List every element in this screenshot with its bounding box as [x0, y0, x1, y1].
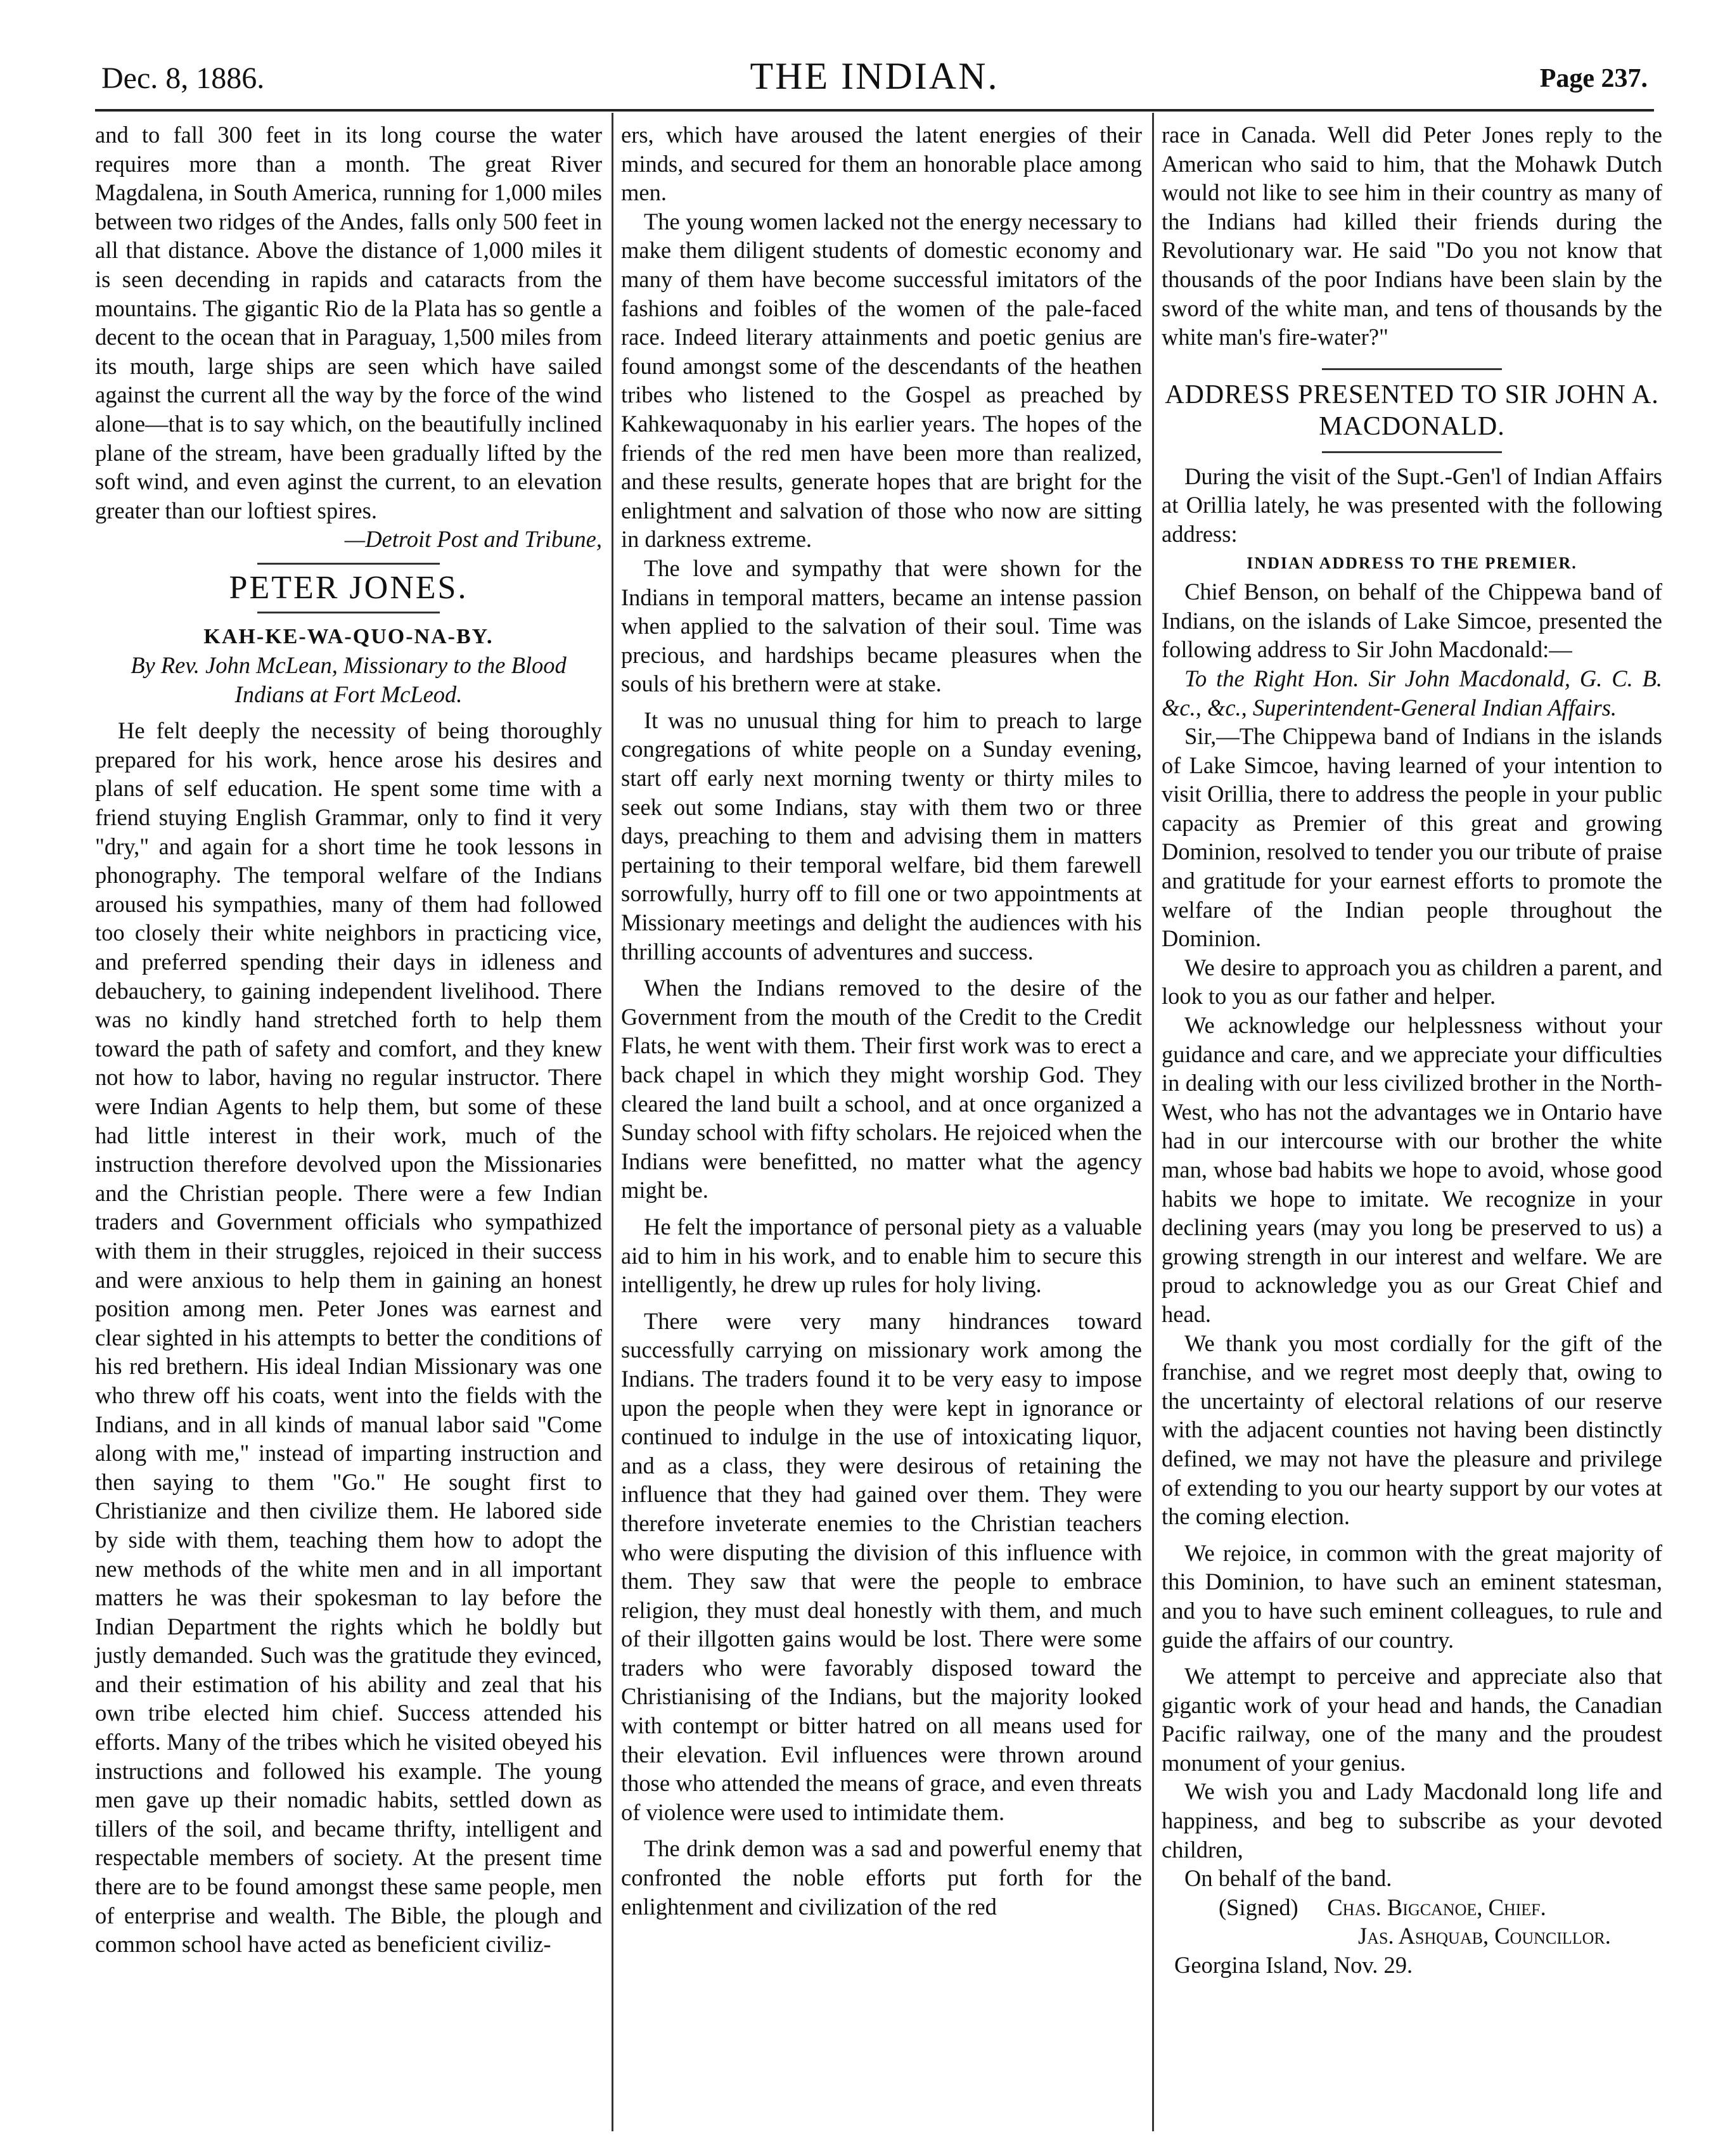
- address-paragraph: We wish you and Lady Macdonald long life and happiness, and beg to subscribe as your devoted children,: [1162, 1778, 1662, 1863]
- article-paragraph: The young women lacked not the energy necessary to make them diligent students of domestic economy and many of them have become successful imitators of the fashions and foibles of the women of the pale-faced race. Indeed literary attainments and poetic genius are found amongst some of the descendants of the heathen tribes who listened to the Gospel as preached by Kahkewaquonaby in his earlier years. The hopes of the friends of the red men have been more than realized, and these results, generate hopes that are bright for the enlightment and salvation of those who now are sitting in darkness extreme.: [621, 208, 1142, 553]
- address-paragraph: We acknowledge our helplessness without your guidance and care, and we appreciate your difficulties in dealing with our less civilized brother in the North-West, who has not the advantages we in Ontario have had in our intercourse with our brother the white man, whose bad habits we hope to avoid, whose good habits we hope to imitate. We recognize in your declining years (may you long be preserved to us) a growing strength in our interest and welfare. We are proud to acknowledge you as our Great Chief and head.: [1162, 1012, 1662, 1327]
- address-heading: ADDRESS PRESENTED TO SIR JOHN A. MACDONALD.: [1165, 380, 1659, 441]
- address-paragraph: We rejoice, in common with the great majority of this Dominion, to have such an eminent statesman, and you to have such eminent colleagues, to rule and guide the affairs of our country.: [1162, 1539, 1662, 1653]
- article-byline: By Rev. John McLean, Missionary to the Blood Indians at Fort McLeod.: [131, 652, 567, 707]
- issue-date: Dec. 8, 1886.: [101, 61, 265, 95]
- rivers-paragraph: and to fall 300 feet in its long course the water requires more than a month. The great River Magdalena, in South America, running for 1,000 miles between two ridges of the Andes, falls only 500 feet in all that distance. Above the distance of 1,000 miles it is seen decending in rapids and cataracts from the mountains. The gigantic Rio de la Plata has so gentle a decent to the ocean that in Paraguay, 1,500 miles from its mouth, large ships are seen which have sailed against the current all the way by the force of the wind alone—that is to say which, on the beautifully inclined plane of the stream, have been gradually lifted by the soft wind, and even aginst the current, to an elevation greater than our loftiest spires.: [95, 122, 602, 523]
- section-rule: [257, 563, 440, 565]
- article-heading: PETER JONES.: [229, 569, 468, 606]
- column-divider-1: [612, 113, 613, 2131]
- address-place-date: Georgina Island, Nov. 29.: [1174, 1952, 1413, 1979]
- header-rule: [95, 109, 1654, 112]
- column-1: [95, 120, 602, 1959]
- address-paragraph: We thank you most cordially for the gift of the franchise, and we regret most deeply that, owing to the uncertainty of electoral relations of our reserve with the adjacent counties not having been distinctly defined, we may not have the pleasure and privilege of extending to you our hearty support by our votes at the coming election.: [1162, 1330, 1662, 1530]
- address-subheading: INDIAN ADDRESS TO THE PREMIER.: [1247, 553, 1577, 572]
- signature-line-1: [1162, 1893, 1662, 1922]
- address-paragraph: Sir,—The Chippewa band of Indians in the islands of Lake Simcoe, having learned of your intention to visit Orillia, there to address the people in your public capacity as Premier of this great and growing Dominion, resolved to tender you our tribute of praise and gratitude for your earnest efforts to promote the welfare of the Indian people throughout the Dominion.: [1162, 723, 1662, 952]
- article-paragraph: The drink demon was a sad and powerful enemy that confronted the noble efforts put forth for the enlightenment and civilization of the red: [621, 1835, 1142, 1920]
- column-3: [1162, 120, 1662, 1980]
- newspaper-title: THE INDIAN.: [750, 55, 999, 97]
- address-salutation: To the Right Hon. Sir John Macdonald, G. C. B. &c., &c., Superintendent-General Indian Affairs.: [1162, 665, 1662, 721]
- page-number: Page 237.: [1539, 64, 1648, 93]
- article-paragraph: He felt deeply the necessity of being thoroughly prepared for his work, hence arose his desires and plans of self education. He spent some time with a friend stuying English Grammar, only to find it very "dry," and again for a short time he took lessons in phonography. The temporal welfare of the Indians aroused his sympathies, many of them had followed too closely their white neighbors in practicing vice, and preferred spending their days in idleness and debauchery, to gaining independent livelihood. There was no kindly hand stretched forth to help them toward the path of safety and comfort, and they knew not how to labor, having no regular instructor. There were Indian Agents to help them, but some of these had little interest in their work, much of the instruction therefore devolved upon the Missionaries and the Christian people. There were a few Indian traders and Government officials who sympathized with them in their struggles, rejoiced in their success and were anxious to help them in gaining an honest position among men. Peter Jones was earnest and clear sighted in his attempts to better the conditions of his red brethern. His ideal Indian Missionary was one who threw off his coats, went into the fields with the Indians, and in all kinds of manual labor said "Come along with me," instead of imparting instruction and then saying to them "Go." He sought first to Christianize and then civilize them. He labored side by side with them, teaching them how to adopt the new methods of the white men and in all important matters he was their spokesman to lay before the Indian Department the rights which he boldly but justly demanded. Such was the gratitude they evinced, and their estimation of his ability and zeal that his own tribe elected him chief. Success attended his efforts. Many of the tribes which he visited obeyed his instructions and followed his example. The young men gave up their nomadic habits, settled down as tillers of the soil, and became thrifty, intelligent and respectable members of society. At the present time there are to be found amongst these same people, men of enterprise and wealth. The Bible, the plough and common school have acted as beneficient civiliz-: [95, 717, 602, 1958]
- article-paragraph: race in Canada. Well did Peter Jones reply to the American who said to him, that the Mohawk Dutch would not like to see him in their country as many of the Indians had killed their friends during the Revolutionary war. He said "Do you not know that thousands of the poor Indians have been slain by the sword of the white man, and tens of thousands by the white man's fire-water?": [1162, 122, 1662, 350]
- heading-rule: [257, 612, 440, 613]
- article-paragraph: The love and sympathy that were shown for the Indians in temporal matters, became an intense passion when applied to the salvation of their soul. Time was precious, and hardships became pleasures when the souls of his brethern were at stake.: [621, 555, 1142, 697]
- article-paragraph: There were very many hindrances toward successfully carrying on missionary work among the Indians. The traders found it to be very easy to impose upon the people when they were kept in ignorance or continued to indulge in the use of intoxicating liquor, and as a class, they were desirous of retaining the influence that they had gained over them. They were therefore inveterate enemies to the Christian teachers who were disputing the division of this influence with them. They saw that were the people to embrace religion, they must deal honestly with them, and much of their illgotten gains would be lost. There were some traders who were favorably disposed toward the Christianising of the Indians, but the majority looked with contempt or bitter hatred on all means used for their elevation. Evil influences were thrown around those who attended the means of grace, and even threats of violence were used to intimidate them.: [621, 1307, 1142, 1825]
- article-paragraph: He felt the importance of personal piety as a valuable aid to him in his work, and to enable him to secure this intelligently, he drew up rules for holy living.: [621, 1213, 1142, 1298]
- column-divider-2: [1152, 113, 1154, 2131]
- signer-chief: Chas. Bigcanoe, Chief.: [1327, 1894, 1546, 1920]
- heading-rule: [1322, 451, 1502, 453]
- article-paragraph: When the Indians removed to the desire of the Government from the mouth of the Credit to the Credit Flats, he went with them. Their first work was to erect a back chapel in which they might worship God. They cleared the land built a school, and at once organized a Sunday school with fifty scholars. He rejoiced when the Indians were benefitted, no matter what the agency might be.: [621, 975, 1142, 1203]
- address-intro: During the visit of the Supt.-Gen'l of Indian Affairs at Orillia lately, he was presented with the following address:: [1162, 463, 1662, 547]
- rivers-source: —Detroit Post and Tribune,: [344, 526, 602, 553]
- address-paragraph: We attempt to perceive and appreciate also that gigantic work of your head and hands, the Canadian Pacific railway, one of the many and the proudest monument of your genius.: [1162, 1663, 1662, 1776]
- column-2: [621, 120, 1142, 1921]
- signed-label: (Signed): [1219, 1894, 1298, 1920]
- address-closing: On behalf of the band.: [1184, 1865, 1392, 1892]
- address-paragraph: Chief Benson, on behalf of the Chippewa band of Indians, on the islands of Lake Simcoe, presented the following address to Sir John Macdonald:—: [1162, 579, 1662, 663]
- article-subheading: KAH-KE-WA-QUO-NA-BY.: [203, 624, 494, 648]
- masthead: [101, 55, 1648, 105]
- signer-councillor: Jas. Ashquab, Councillor.: [1358, 1923, 1611, 1949]
- article-paragraph: ers, which have aroused the latent energies of their minds, and secured for them an honorable place among men.: [621, 122, 1142, 206]
- section-rule: [1322, 368, 1502, 370]
- address-paragraph: We desire to approach you as children a parent, and look to you as our father and helper.: [1162, 954, 1662, 1010]
- article-paragraph: It was no unusual thing for him to preach to large congregations of white people on a Sunday evening, start off early next morning twenty or thirty miles to seek out some Indians, stay with them two or three days, preaching to them and advising them in matters pertaining to their temporal welfare, bid them farewell sorrowfully, hurry off to fill one or two appointments at Missionary meetings and delight the audiences with his thrilling accounts of adventures and success.: [621, 707, 1142, 965]
